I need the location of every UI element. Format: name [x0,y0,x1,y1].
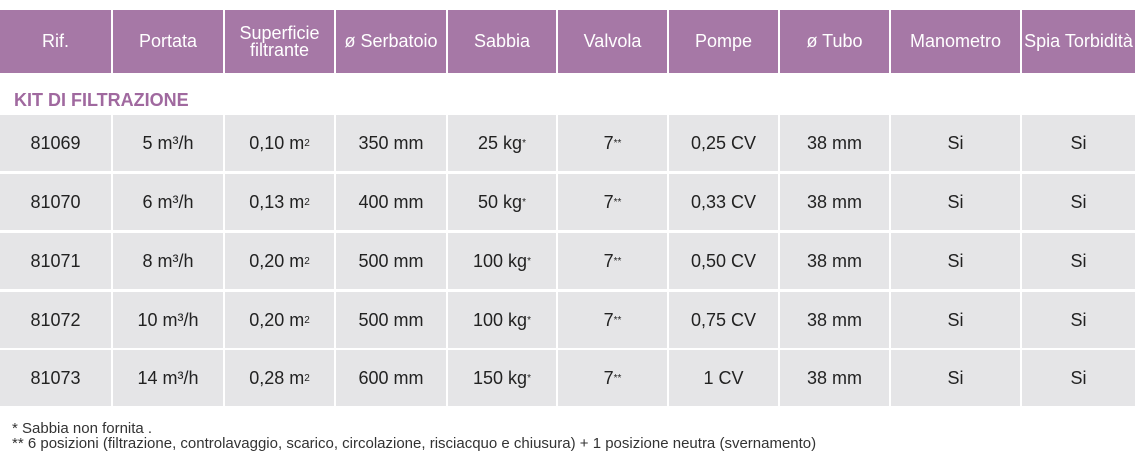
table-cell [0,292,113,348]
table-cell [448,233,558,289]
cell-value: 38 mm [806,132,862,153]
table-row [0,174,1135,230]
header-cell: Manometro [891,10,1022,73]
cell-superscript: * [522,196,526,208]
table-cell [669,350,780,406]
cell-value: Si [1070,132,1087,153]
cell-value: 81072 [30,309,81,330]
table-cell [336,292,448,348]
table-cell [225,292,336,348]
cell-value: 100 kg [473,250,528,271]
table-cell [891,174,1022,230]
table-cell [0,174,113,230]
table-header [0,10,1135,73]
cell-value: 100 kg [473,309,528,330]
table-cell [780,292,891,348]
cell-value: Si [947,132,964,153]
table-cell [891,350,1022,406]
cell-value: 81069 [30,132,81,153]
table-cell [448,350,558,406]
header-cell: Pompe [669,10,780,73]
cell-value: 0,25 CV [690,132,757,153]
cell-value: 0,10 m [249,132,305,153]
cell-value: Si [1070,250,1087,271]
table-cell [336,174,448,230]
cell-superscript: 2 [304,314,310,326]
table-cell [891,233,1022,289]
cell-value: 50 kg [478,191,523,212]
cell-value: 500 mm [358,309,424,330]
table-cell [558,350,669,406]
cell-value: Si [947,250,964,271]
cell-value: 10 m³/h [137,309,199,330]
table-cell [780,115,891,171]
header-cell: Superficie filtrante [225,10,336,73]
table-cell [1022,292,1135,348]
table-cell [1022,233,1135,289]
table-cell [669,292,780,348]
table-cell [225,233,336,289]
footnote-sand: * Sabbia non fornita . [12,420,153,437]
section-title: KIT DI FILTRAZIONE [14,90,189,110]
table-cell [1022,115,1135,171]
table-cell [225,174,336,230]
cell-value: 81070 [30,191,81,212]
table-cell [558,292,669,348]
cell-superscript: ** [613,372,622,384]
cell-value: 1 CV [703,367,744,388]
cell-value: Si [947,367,964,388]
table-cell [448,174,558,230]
cell-value: 38 mm [806,250,862,271]
table-cell [0,233,113,289]
cell-value: 81073 [30,367,81,388]
cell-value: 7 [603,367,614,388]
cell-value: 0,20 m [249,250,305,271]
table-cell [113,174,225,230]
table-cell [113,115,225,171]
cell-superscript: * [522,137,526,149]
cell-value: 0,33 CV [690,191,757,212]
header-cell: Sabbia [448,10,558,73]
table-cell [113,233,225,289]
table-cell [669,115,780,171]
header-cell: Valvola [558,10,669,73]
cell-value: 5 m³/h [142,132,194,153]
table-row [0,233,1135,289]
cell-value: 0,28 m [249,367,305,388]
table-cell [669,233,780,289]
table-cell [780,350,891,406]
table-cell [448,292,558,348]
cell-superscript: 2 [304,137,310,149]
cell-value: 6 m³/h [142,191,194,212]
cell-value: 38 mm [806,309,862,330]
cell-value: 0,75 CV [690,309,757,330]
table-cell [1022,350,1135,406]
cell-superscript: * [527,372,531,384]
table-cell [336,115,448,171]
cell-value: Si [947,191,964,212]
cell-value: 14 m³/h [137,367,199,388]
table-row [0,115,1135,171]
cell-value: 7 [603,250,614,271]
cell-superscript: 2 [304,372,310,384]
table-cell [448,115,558,171]
cell-value: 38 mm [806,191,862,212]
table-cell [780,233,891,289]
cell-value: 0,13 m [249,191,305,212]
table-cell [558,115,669,171]
cell-superscript: ** [613,314,622,326]
footnote-valve: ** 6 posizioni (filtrazione, controlavaggio, scarico, circolazione, risciacquo e chiusura) + 1 posizione neutra (svernamento) [12,435,817,452]
table-cell [669,174,780,230]
cell-superscript: ** [613,255,622,267]
cell-superscript: ** [613,196,622,208]
table-cell [225,350,336,406]
table-cell [225,115,336,171]
table-cell [0,350,113,406]
header-cell: Spia Torbidità [1022,10,1135,73]
cell-value: 0,20 m [249,309,305,330]
cell-value: 500 mm [358,250,424,271]
cell-superscript: * [527,255,531,267]
header-cell: Portata [113,10,225,73]
cell-value: 38 mm [806,367,862,388]
table-cell [0,115,113,171]
cell-value: 8 m³/h [142,250,194,271]
table-cell [558,174,669,230]
cell-value: Si [1070,367,1087,388]
cell-value: Si [1070,309,1087,330]
header-cell: ø Tubo [780,10,891,73]
cell-value: 81071 [30,250,81,271]
cell-value: 400 mm [358,191,424,212]
cell-superscript: 2 [304,196,310,208]
cell-value: 600 mm [358,367,424,388]
cell-value: Si [947,309,964,330]
table-cell [113,350,225,406]
cell-value: 150 kg [473,367,528,388]
table-cell [558,233,669,289]
table-cell [336,350,448,406]
cell-value: 7 [603,132,614,153]
table-row [0,292,1135,348]
cell-value: 7 [603,191,614,212]
table-cell [780,174,891,230]
header-cell: ø Serbatoio [336,10,448,73]
cell-value: 0,50 CV [690,250,757,271]
cell-value: 350 mm [358,132,424,153]
cell-superscript: ** [613,137,622,149]
footnotes [12,421,816,451]
cell-superscript: 2 [304,255,310,267]
table-row [0,350,1135,406]
table-cell [891,292,1022,348]
cell-value: 7 [603,309,614,330]
cell-superscript: * [527,314,531,326]
cell-value: Si [1070,191,1087,212]
table-cell [891,115,1022,171]
header-cell: Rif. [0,10,113,73]
table-cell [336,233,448,289]
table-cell [113,292,225,348]
table-cell [1022,174,1135,230]
cell-value: 25 kg [478,132,523,153]
